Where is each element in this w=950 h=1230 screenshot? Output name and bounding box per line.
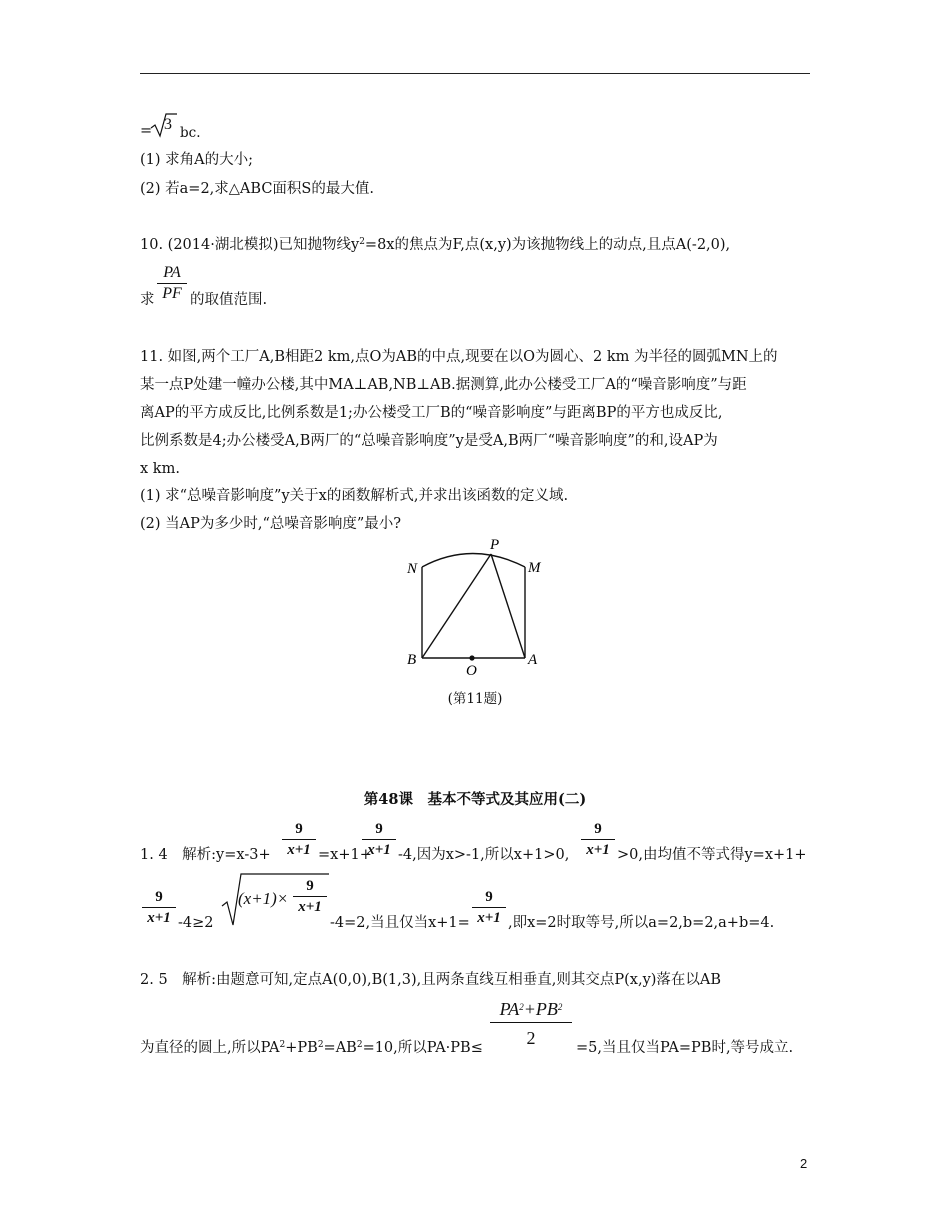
fraction-9-over-x1: 9 x+1 — [282, 819, 316, 860]
sol1-text-a: 1. 4 解析:y=x-3+ — [140, 847, 271, 863]
fraction-pa2-pb2-over-2: $PA^2+PB^2$ 2 — [490, 996, 572, 1053]
arc-mn — [422, 554, 525, 568]
q11-line: 比例系数是4;办公楼受A,B两厂的“总噪音影响度”y是受A,B两厂“噪音影响度”的和,设AP为 — [140, 433, 718, 449]
segment-pa — [491, 554, 525, 658]
sol2-line2-end: =5,当且仅当PA=PB时,等号成立. — [576, 1040, 794, 1056]
q11-part1: (1) 求“总噪音影响度”y关于x的函数解析式,并求出该函数的定义域. — [140, 488, 569, 504]
q10-fraction: PA PF — [157, 263, 187, 304]
prev-part1: (1) 求角A的大小; — [140, 152, 254, 168]
section-heading: 第48课 基本不等式及其应用(二) — [363, 791, 587, 808]
sol1-text-e: -4≥2 — [178, 915, 214, 931]
sol1-text-f: -4=2,当且仅当x+1= — [330, 915, 470, 931]
header-rule — [140, 73, 810, 74]
sol1-text-c: -4,因为x>-1,所以x+1>0, — [398, 847, 570, 863]
sol1-text-b: =x+1+ — [318, 847, 372, 863]
sol2-line1: 2. 5 解析:由题意可知,定点A(0,0),B(1,3),且两条直线互相垂直,则其交点P(x,y)落在以AB — [140, 972, 722, 988]
label-b: B — [407, 652, 417, 668]
sqrt-expression: (x+1)× — [238, 889, 289, 908]
fraction-9-over-x1: 9 x+1 — [581, 819, 615, 860]
label-m: M — [528, 560, 541, 576]
fraction-9-over-x1: 9 x+1 — [472, 887, 506, 928]
sqrt-radicand: 3 — [164, 116, 172, 133]
figure-caption: (第11题) — [447, 691, 503, 707]
segment-bp — [422, 554, 491, 658]
label-n: N — [407, 561, 418, 577]
fraction-9-over-x1: 9 x+1 — [142, 887, 176, 928]
fraction-9-over-x1: 9 x+1 — [293, 876, 327, 917]
label-o: O — [466, 663, 477, 679]
page-number: 2 — [800, 1156, 808, 1171]
fraction-9-over-x1: 9 x+1 — [362, 819, 396, 860]
q10-line1: 10. (2014·湖北模拟)已知抛物线$y^2=8x$的焦点为F,点(x,y)为该抛物线上的动点,且点A(-2,0), — [140, 237, 731, 253]
sol1-text-g: ,即x=2时取等号,所以a=2,b=2,a+b=4. — [508, 915, 775, 931]
q10-prefix: 求 — [140, 292, 155, 308]
prev-equation-suffix: bc. — [180, 125, 201, 141]
q11-line: 某一点P处建一幢办公楼,其中MA⊥AB,NB⊥AB.据测算,此办公楼受工厂A的“噪音影响度”与距 — [140, 377, 747, 393]
q11-figure — [400, 535, 550, 680]
prev-equation: = — [140, 123, 153, 139]
sol1-text-d: >0,由均值不等式得y=x+1+ — [617, 847, 807, 863]
q10-suffix: 的取值范围. — [190, 292, 268, 308]
label-a: A — [528, 652, 538, 668]
sol2-line2: 为直径的圆上,所以$PA^2+PB^2=AB^2=10$,所以PA·PB≤ — [140, 1040, 483, 1056]
label-p: P — [490, 537, 500, 553]
q11-part2: (2) 当AP为多少时,“总噪音影响度”最小? — [140, 516, 402, 532]
q11-line: 11. 如图,两个工厂A,B相距2 km,点O为AB的中点,现要在以O为圆心、2 km 为半径的圆弧MN上的 — [140, 349, 778, 365]
point-o — [469, 655, 474, 660]
prev-part2: (2) 若a=2,求△ABC面积S的最大值. — [140, 181, 374, 197]
q11-line: x km. — [140, 461, 180, 477]
q11-line: 离AP的平方成反比,比例系数是1;办公楼受工厂B的“噪音影响度”与距离BP的平方也成反比, — [140, 405, 723, 421]
